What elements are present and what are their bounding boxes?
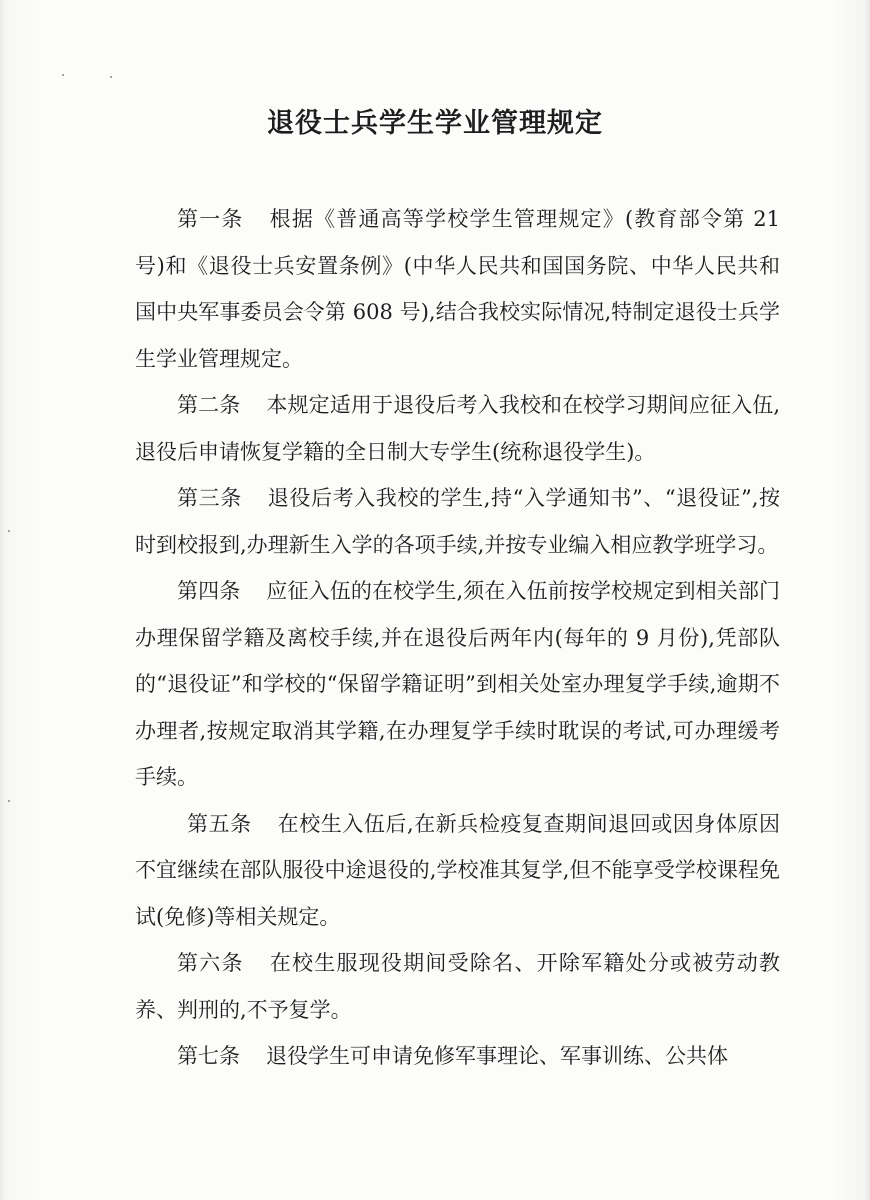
article-paragraph [135,940,780,1033]
article-paragraph [135,801,780,941]
article-label: 第二条 [177,393,241,417]
article-paragraph [135,568,780,801]
article-label: 第三条 [177,486,242,510]
article-paragraph [135,1033,780,1080]
article-label: 第六条 [177,951,244,975]
article-text: 应征入伍的在校学生,须在入伍前按学校规定到相关部门办理保留学籍及离校手续,并在退役后两年内(每年的 9 月份),凭部队的“退役证”和学校的“保留学籍证明”到相关处室办理复学手续,逾期不办理者,按规定取消其学籍,在办理复学手续时耽误的考试,可办理缓考手续。 [135,579,780,789]
scan-speck [110,76,112,78]
article-label: 第一条 [177,207,244,231]
article-paragraph [135,196,780,382]
article-label: 第四条 [177,579,241,603]
scan-speck [8,800,10,802]
article-text: 本规定适用于退役后考入我校和在校学习期间应征入伍,退役后申请恢复学籍的全日制大专学生(统称退役学生)。 [135,393,780,464]
article-text: 根据《普通高等学校学生管理规定》(教育部令第 21 号)和《退役士兵安置条例》(中华人民共和国国务院、中华人民共和国中央军事委员会令第 608 号),结合我校实际情况,特制定退役士兵学生学业管理规定。 [135,207,780,371]
document-body [135,196,780,1080]
article-text: 退役后考入我校的学生,持“入学通知书”、“退役证”,按时到校报到,办理新生入学的各项手续,并按专业编入相应教学班学习。 [135,486,781,557]
article-text: 在校生服现役期间受除名、开除军籍处分或被劳动教养、判刑的,不予复学。 [135,951,781,1022]
article-text: 退役学生可申请免修军事理论、军事训练、公共体 [266,1044,728,1068]
article-text: 在校生入伍后,在新兵检疫复查期间退回或因身体原因不宜继续在部队服役中途退役的,学校准其复学,但不能享受学校课程免试(免修)等相关规定。 [135,811,780,929]
article-paragraph [135,382,780,475]
scan-speck [8,530,10,532]
article-paragraph [135,475,780,568]
article-label: 第五条 [187,811,252,836]
article-label: 第七条 [177,1044,240,1068]
document-title: 退役士兵学生学业管理规定 [267,108,603,139]
scan-speck [62,74,64,76]
